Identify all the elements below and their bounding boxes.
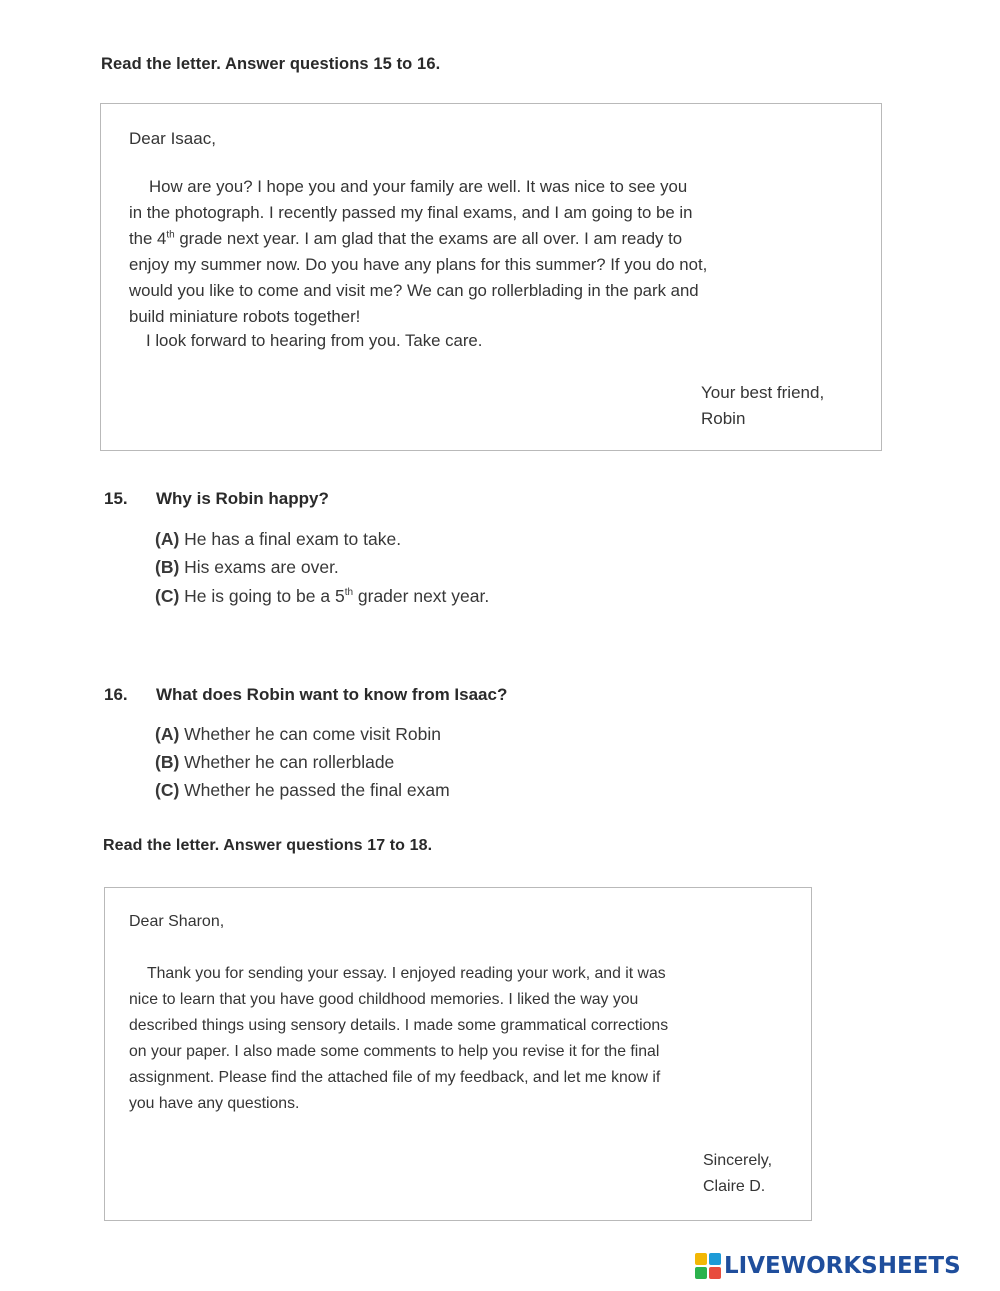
letter-line: you have any questions. xyxy=(129,1095,300,1112)
letter-greeting: Dear Isaac, xyxy=(129,129,216,148)
option-16-c[interactable]: (C) Whether he passed the final exam xyxy=(155,780,450,800)
letter-line: described things using sensory details. I made some grammatical corrections xyxy=(129,1017,669,1034)
option-16-b[interactable]: (B) Whether he can rollerblade xyxy=(155,752,395,772)
option-15-c[interactable]: (C) He is going to be a 5th grader next year. xyxy=(155,586,490,606)
question-number: 15. xyxy=(104,489,128,508)
letter-line: would you like to come and visit me? We can go rollerblading in the park and xyxy=(129,281,699,300)
logo-squares-icon xyxy=(695,1253,721,1279)
letter-closing: Your best friend, xyxy=(701,383,825,402)
letter-closing: Sincerely, xyxy=(703,1152,773,1169)
letter-to-isaac xyxy=(100,103,882,451)
letter-line: nice to learn that you have good childhood memories. I liked the way you xyxy=(129,991,639,1008)
option-15-a[interactable]: (A) He has a final exam to take. xyxy=(155,529,402,549)
option-16-a[interactable]: (A) Whether he can come visit Robin xyxy=(155,724,441,744)
letter-line: How are you? I hope you and your family are well. It was nice to see you xyxy=(149,177,688,196)
question-16 xyxy=(104,685,507,705)
letter-signature: Robin xyxy=(701,409,746,428)
letter-line: in the photograph. I recently passed my final exams, and I am going to be in xyxy=(129,203,693,222)
question-text: What does Robin want to know from Isaac? xyxy=(156,685,508,704)
letter-line: the 4th grade next year. I am glad that the exams are all over. I am ready to xyxy=(129,229,683,248)
letter-to-sharon xyxy=(104,887,812,1221)
letter-signature: Claire D. xyxy=(703,1178,766,1195)
option-15-b[interactable]: (B) His exams are over. xyxy=(155,557,339,577)
instruction-15-16: Read the letter. Answer questions 15 to 16. xyxy=(101,55,441,73)
instruction-17-18: Read the letter. Answer questions 17 to 18. xyxy=(103,837,433,854)
letter-line: assignment. Please find the attached file of my feedback, and let me know if xyxy=(129,1069,661,1086)
logo-text: LIVEWORKSHEETS xyxy=(724,1253,961,1279)
letter-line: build miniature robots together! xyxy=(129,307,361,326)
question-text: Why is Robin happy? xyxy=(156,489,329,508)
letter-line: on your paper. I also made some comments to help you revise it for the final xyxy=(129,1043,660,1060)
question-number: 16. xyxy=(104,685,128,704)
letter-line: enjoy my summer now. Do you have any plans for this summer? If you do not, xyxy=(129,255,708,274)
letter-greeting: Dear Sharon, xyxy=(129,913,225,930)
letter-line: Thank you for sending your essay. I enjoyed reading your work, and it was xyxy=(147,965,666,982)
question-15 xyxy=(104,489,329,509)
liveworksheets-logo[interactable] xyxy=(695,1253,961,1279)
letter-line: I look forward to hearing from you. Take care. xyxy=(146,331,483,350)
